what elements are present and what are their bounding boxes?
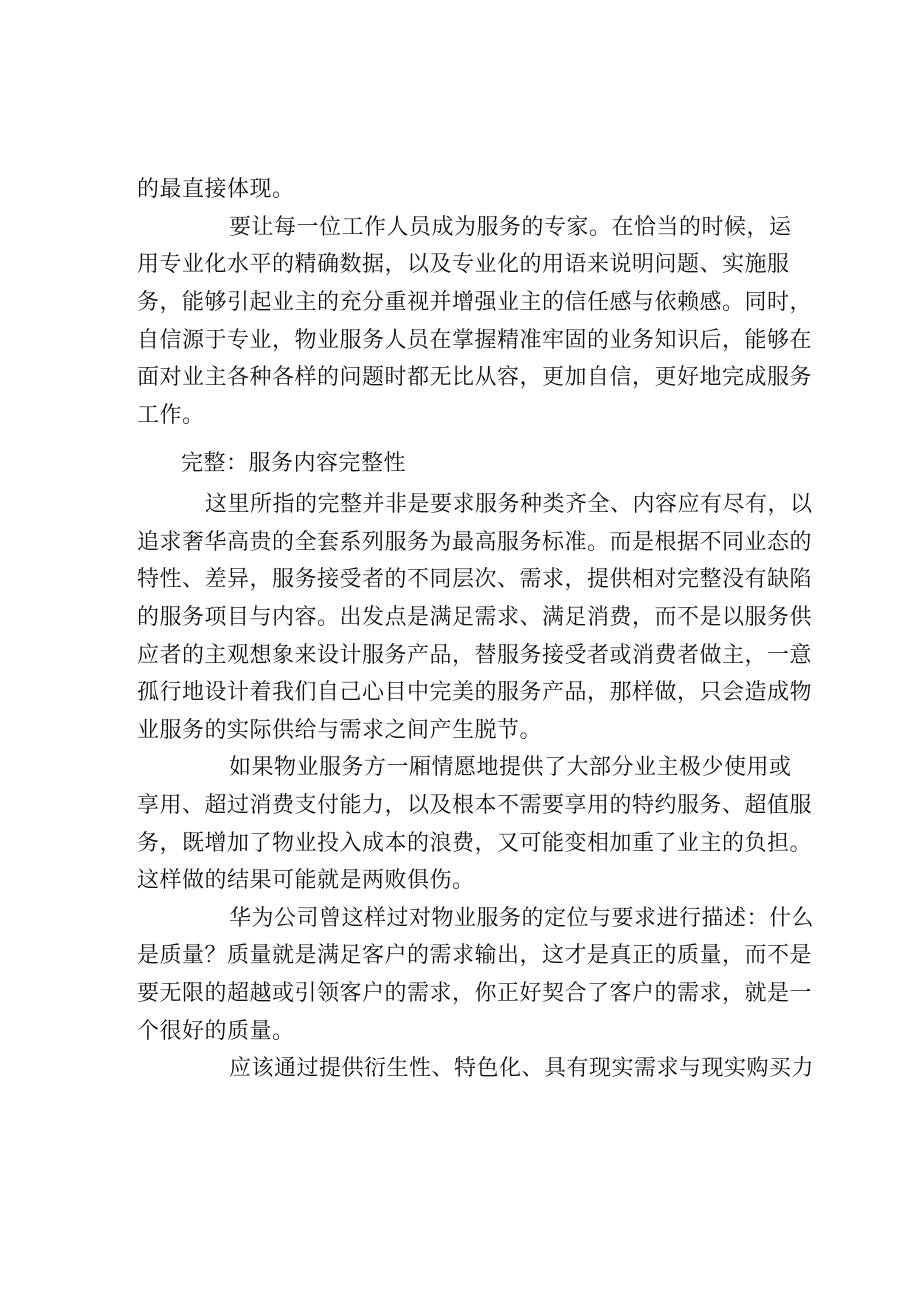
section-heading: 完整：服务内容完整性 xyxy=(181,451,407,476)
text-line-1: 的最直接体现。 xyxy=(137,177,295,202)
text-line-22: 要无限的超越或引领客户的需求，你正好契合了客户的需求，就是一 xyxy=(137,981,813,1006)
text-line-24: 应该通过提供衍生性、特色化、具有现实需求与现实购买力 xyxy=(229,1056,815,1081)
text-line-20: 华为公司曾这样过对物业服务的定位与要求进行描述：什么 xyxy=(229,906,815,931)
text-line-9: 这里所指的完整并非是要求服务种类齐全、内容应有尽有，以 xyxy=(205,492,813,517)
text-line-17: 享用、超过消费支付能力，以及根本不需要享用的特约服务、超值服 xyxy=(137,793,813,818)
text-line-3: 用专业化水平的精确数据，以及专业化的用语来说明问题、实施服 xyxy=(137,252,790,277)
text-line-23: 个很好的质量。 xyxy=(137,1019,295,1044)
text-line-18: 务，既增加了物业投入成本的浪费，又可能变相加重了业主的负担。 xyxy=(137,831,813,856)
text-line-13: 应者的主观想象来设计服务产品，替服务接受者或消费者做主，一意 xyxy=(137,643,813,668)
text-line-15: 业服务的实际供给与需求之间产生脱节。 xyxy=(137,718,543,743)
text-line-2: 要让每一位工作人员成为服务的专家。在恰当的时候，运 xyxy=(229,215,792,240)
text-line-19: 这样做的结果可能就是两败俱伤。 xyxy=(137,868,475,893)
text-line-5: 自信源于专业，物业服务人员在掌握精准牢固的业务知识后，能够在 xyxy=(137,328,813,353)
text-line-11: 特性、差异，服务接受者的不同层次、需求，提供相对完整没有缺陷 xyxy=(137,567,813,592)
text-line-12: 的服务项目与内容。出发点是满足需求、满足消费，而不是以服务供 xyxy=(137,605,813,630)
text-line-10: 追求奢华高贵的全套系列服务为最高服务标准。而是根据不同业态的 xyxy=(137,530,813,555)
text-line-7: 工作。 xyxy=(137,403,205,428)
text-line-16: 如果物业服务方一厢情愿地提供了大部分业主极少使用或 xyxy=(229,755,792,780)
text-line-14: 孤行地设计着我们自己心目中完美的服务产品，那样做，只会造成物 xyxy=(137,680,813,705)
text-line-6: 面对业主各种各样的问题时都无比从容，更加自信，更好地完成服务 xyxy=(137,365,813,390)
text-line-4: 务，能够引起业主的充分重视并增强业主的信任感与依赖感。同时， xyxy=(137,290,813,315)
text-line-21: 是质量？质量就是满足客户的需求输出，这才是真正的质量，而不是 xyxy=(137,943,813,968)
